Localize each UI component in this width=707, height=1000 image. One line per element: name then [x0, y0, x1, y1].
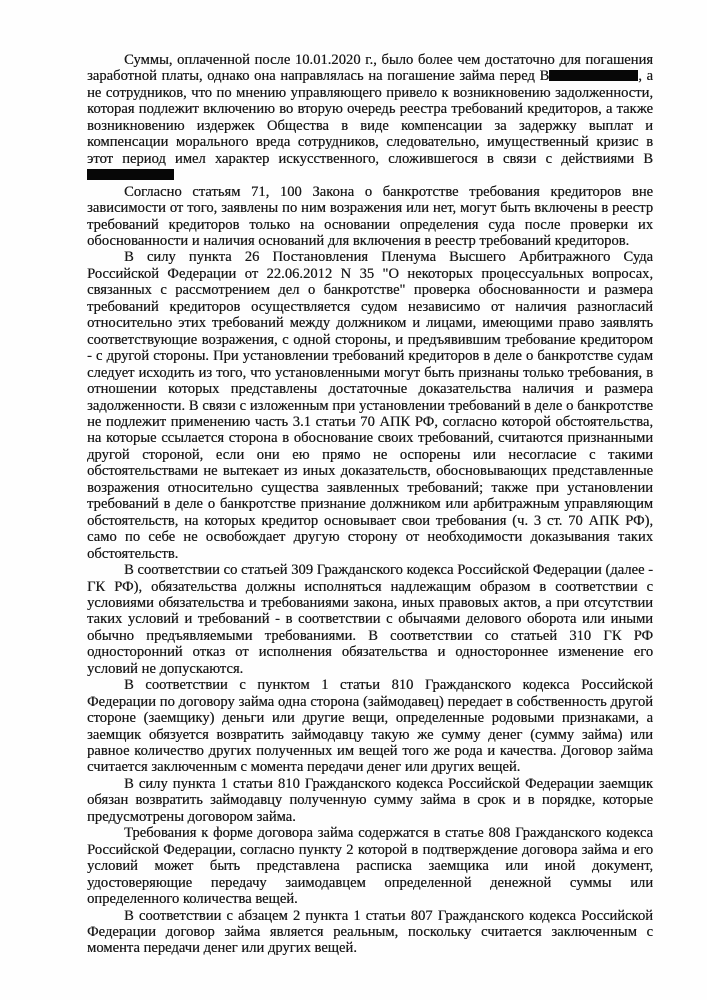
- text-run: В силу пункта 26 Постановления Пленума Высшего Арбитражного Суда Российской Федерации от 22.06.2012 N 35 "О некоторых процессуальных вопросах, связанных с рассмотрением дел о банкротстве" проверка обоснованности и размера требований кредиторов осуществляется судом независимо от наличия разногласий относительно этих требований между должником и лицами, имеющими право заявлять соответствующие возражения, с одной стороны, и предъявившим требование кредитором - с другой стороны. При установлении требований кредиторов в деле о банкротстве судам следует исходить из того, что установленными могут быть признаны только требования, в отношении которых представлены достаточные доказательства наличия и размера задолженности. В связи с изложенным при установлении требований в деле о банкротстве не подлежит применению часть 3.1 статьи 70 АПК РФ, согласно которой обстоятельства, на которые ссылается сторона в обоснование своих требований, считаются признанными другой стороной, если они ею прямо не оспорены или несогласие с такими обстоятельствами не вытекает из иных доказательств, обосновывающих представленные возражения относительно существа заявленных требований; также при установлении требований в деле о банкротстве признание должником или арбитражным управляющим обстоятельств, на которых кредитор основывает свои требования (ч. 3 ст. 70 АПК РФ), само по себе не освобождает другую сторону от необходимости доказывания таких обстоятельств.: [87, 249, 653, 562]
- paragraph: [87, 184, 653, 250]
- text-run: В соответствии с пунктом 1 статьи 810 Гражданского кодекса Российской Федерации по договору займа одна сторона (займодавец) передает в собственность другой стороне (заемщику) деньги или другие вещи, определенные родовыми признаками, а заемщик обязуется возвратить займодавцу такую же сумму денег (сумму займа) или равное количество других полученных им вещей того же рода и качества. Договор займа считается заключенным с момента передачи денег или других вещей.: [87, 677, 653, 776]
- paragraph: [87, 562, 653, 677]
- redaction-bar: [549, 70, 638, 81]
- text-run: В соответствии со статьей 309 Гражданского кодекса Российской Федерации (далее - ГК РФ), обязательства должны исполняться надлежащим образом в соответствии с условиями обязательства и требованиями закона, иных правовых актов, а при отсутствии таких условий и требований - в соответствии с обычаями делового оборота или иными обычно предъявляемыми требованиями. В соответствии со статьей 310 ГК РФ односторонний отказ от исполнения обязательства и одностороннее изменение его условий не допускаются.: [87, 562, 653, 677]
- text-run: В силу пункта 1 статьи 810 Гражданского кодекса Российской Федерации заемщик обязан возвратить займодавцу полученную сумму займа в срок и в порядке, которые предусмотрены договором займа.: [87, 775, 653, 825]
- text-run: Суммы, оплаченной после 10.01.2020 г., было более чем достаточно для погашения заработной платы, однако она направлялась на погашение займа перед В: [87, 52, 653, 85]
- text-run: , а не сотрудников, что по мнению управляющего привело к возникновению задолженности, которая подлежит включению во вторую очередь реестра требований кредиторов, а также возникновению издержек Общества в виде компенсации за задержку выплат и компенсации морального вреда сотрудников, следовательно, имущественный кризис в этот период имел характер искусственного, сложившегося в связи с действиями В: [87, 68, 653, 167]
- paragraph: [87, 52, 653, 184]
- paragraph: [87, 776, 653, 825]
- text-run: Согласно статьям 71, 100 Закона о банкротстве требования кредиторов вне зависимости от того, заявлены по ним возражения или нет, могут быть включены в реестр требований кредиторов только на основании определения суда после проверки их обоснованности и наличия оснований для включения в реестр требований кредиторов.: [87, 183, 653, 249]
- paragraph: [87, 825, 653, 907]
- document-body: [87, 52, 653, 957]
- text-run: В соответствии с абзацем 2 пункта 1 статьи 807 Гражданского кодекса Российской Федерации договор займа является реальным, поскольку считается заключенным с момента передачи денег или других вещей.: [87, 907, 653, 957]
- text-run: Требования к форме договора займа содержатся в статье 808 Гражданского кодекса Российской Федерации, согласно пункту 2 которой в подтверждение договора займа и его условий может быть представлена расписка заемщика или иной документ, удостоверяющие передачу заимодавцем определенной денежной суммы или определенного количества вещей.: [87, 825, 653, 908]
- paragraph: [87, 908, 653, 957]
- paragraph: [87, 677, 653, 776]
- redaction-bar: [87, 169, 174, 180]
- paragraph: [87, 249, 653, 562]
